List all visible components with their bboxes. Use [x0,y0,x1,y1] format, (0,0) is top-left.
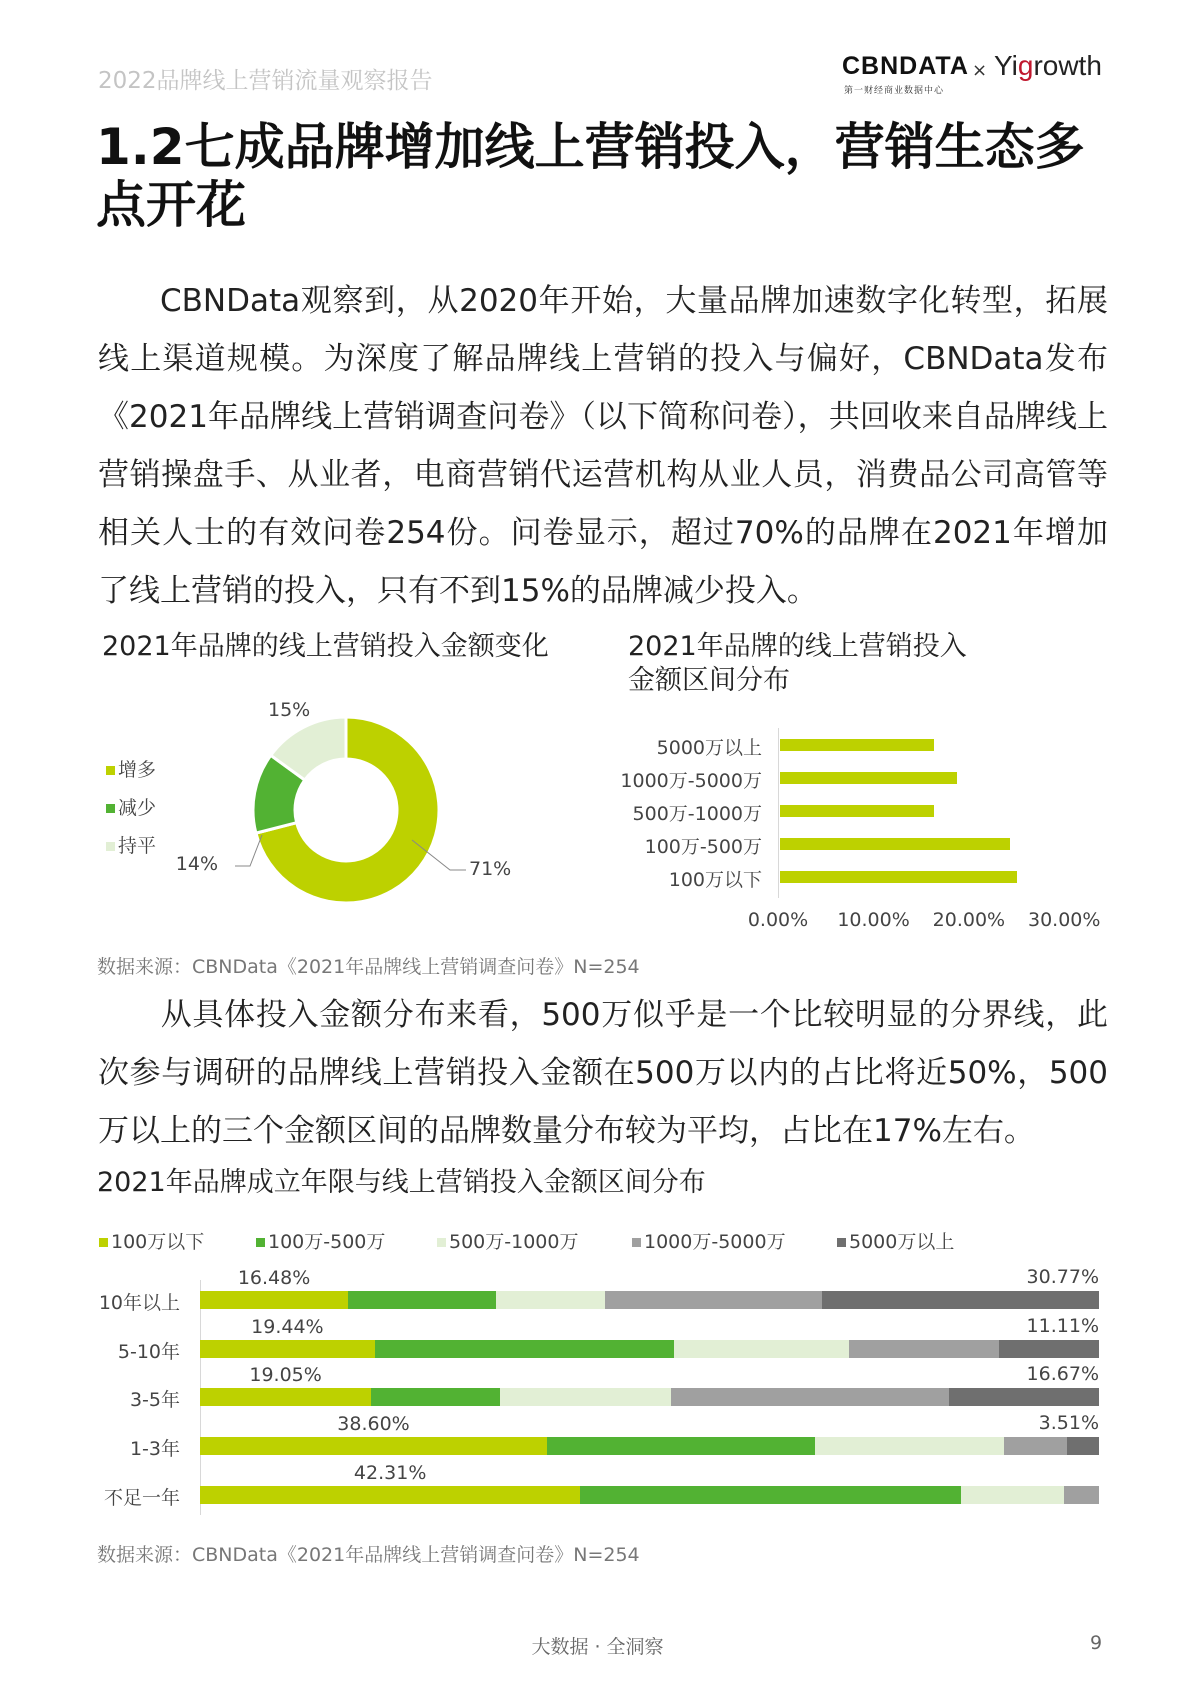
stacked-data-label: 42.31% [353,1461,427,1484]
stacked-row-label: 不足一年 [103,1486,180,1509]
bar-category-label: 100万-500万 [644,836,762,858]
bar [780,838,1010,850]
stacked-segment [375,1340,675,1358]
stacked-segment [671,1388,949,1406]
legend-label: 持平 [118,835,157,857]
stacked-row-label: 10年以上 [98,1292,180,1314]
yigrowth-logo-g: g [1017,50,1034,81]
brand-logo [842,52,1112,102]
bar-category-label: 5000万以上 [656,737,762,759]
stacked-data-label: 19.05% [249,1364,322,1387]
stacked-segment [348,1291,496,1309]
bar [780,805,934,817]
stacked-data-label: 30.77% [1026,1266,1099,1288]
stacked-segment [1067,1437,1099,1455]
bar-category-label: 100万以下 [668,869,762,891]
stacked-segment [547,1437,815,1455]
legend-label: 增多 [118,759,157,781]
legend-item [106,793,156,820]
stacked-row-label: 5-10年 [117,1340,180,1363]
bar-category-label: 1000万-5000万 [620,770,762,792]
stacked-segment [815,1437,1004,1455]
legend-swatch [106,842,115,851]
bar [780,772,957,784]
legend-label: 100万-500万 [268,1231,386,1253]
legend-item [106,831,156,858]
stacked-legend-item [837,1227,954,1254]
stacked-data-label: 16.48% [237,1267,311,1289]
stacked-segment [496,1291,605,1309]
legend-swatch [99,1238,108,1247]
page-number: 9 [1090,1632,1103,1654]
stacked-segment [849,1340,999,1358]
stacked-legend-item [437,1227,578,1254]
legend-item [106,755,156,782]
stacked-segment [961,1486,1065,1504]
footer-slogan: 大数据 · 全洞察 [531,1636,664,1658]
legend-label: 减少 [118,797,157,819]
stacked-segment [999,1340,1099,1358]
legend-label: 5000万以上 [849,1231,955,1253]
stacked-legend-item [256,1227,385,1254]
donut-data-label: 71% [469,858,512,880]
stacked-segment [674,1340,849,1358]
paragraph-1-text: CBNData观察到，从2020年开始，大量品牌加速数字化转型，拓展线上渠道规模。为深度了解品牌线上营销的投入与偏好，CBNData发布《2021年品牌线上营销调查问卷》（以下简称问卷），共回收来自品牌线上营销操盘手、从业者，电商营销代运营机构从业人员，消费品公司高管等相关人士的有效问卷254份。问卷显示，超过70%的品牌在2021年增加了线上营销的投入，只有不到15%的品牌减少投入。 [98,283,1108,609]
bar [780,739,934,751]
legend-swatch [437,1238,446,1247]
donut-data-label: 15% [268,699,311,721]
stacked-segment [200,1340,375,1358]
legend-swatch [632,1238,641,1247]
stacked-segment [605,1291,822,1309]
stacked-data-label: 19.44% [251,1315,324,1338]
logo-separator: × [972,60,988,81]
report-header-title: 2022品牌线上营销流量观察报告 [98,68,433,94]
donut-chart-title: 2021年品牌的线上营销投入金额变化 [102,631,549,662]
bar-tick-label: 20.00% [932,909,1006,931]
bar-tick-label: 10.00% [837,909,910,931]
stacked-data-label: 38.60% [337,1413,410,1436]
stacked-segment [1004,1437,1067,1455]
bar-category-label: 500万-1000万 [632,803,762,825]
donut-chart [90,690,570,920]
bar [780,871,1017,883]
stacked-segment [1064,1486,1099,1504]
section-title: 1.2七成品牌增加线上营销投入，营销生态多点开花 [96,118,1085,234]
stacked-segment [200,1388,371,1406]
stacked-segment [200,1486,580,1504]
yigrowth-logo-a: Yi [994,50,1018,81]
legend-swatch [256,1238,265,1247]
legend-swatch [837,1238,846,1247]
stacked-segment [200,1291,348,1309]
donut-data-label: 14% [175,853,218,875]
stacked-row-label: 3-5年 [129,1389,180,1412]
yigrowth-logo [994,50,1102,82]
stacked-segment [200,1437,547,1455]
data-source-2: 数据来源：CBNData《2021年品牌线上营销调查问卷》N=254 [97,1544,640,1566]
paragraph-2 [98,986,1108,1160]
stacked-row-label: 1-3年 [129,1438,180,1461]
stacked-segment [580,1486,960,1504]
legend-label: 1000万-5000万 [644,1231,786,1253]
stacked-legend-item [99,1227,204,1254]
bar-tick-label: 30.00% [1028,909,1101,931]
cbndata-logo: CBNDATA [842,52,969,80]
bar-chart-title-line-2: 金额区间分布 [628,665,790,696]
bar-chart-title [628,630,967,698]
bar-chart-axis [778,728,779,898]
stacked-data-label: 11.11% [1026,1314,1099,1337]
stacked-chart-title: 2021年品牌成立年限与线上营销投入金额区间分布 [97,1167,706,1198]
paragraph-1 [98,272,1108,620]
stacked-segment [371,1388,499,1406]
stacked-segment [500,1388,671,1406]
data-source-1: 数据来源：CBNData《2021年品牌线上营销调查问卷》N=254 [97,956,640,978]
stacked-segment [822,1291,1099,1309]
bar-tick-label: 0.00% [747,909,809,931]
cbndata-logo-subtitle: 第一财经商业数据中心 [844,86,945,96]
stacked-segment [949,1388,1099,1406]
paragraph-2-text: 从具体投入金额分布来看，500万似乎是一个比较明显的分界线，此次参与调研的品牌线上营销投入金额在500万以内的占比将近50%，500万以上的三个金额区间的品牌数量分布较为平均，占比在17%左右。 [98,997,1108,1149]
stacked-data-label: 3.51% [1038,1412,1099,1435]
yigrowth-logo-c: rowth [1033,50,1102,81]
bar-chart-title-line-1: 2021年品牌的线上营销投入 [628,631,967,662]
legend-swatch [106,766,115,775]
legend-label: 500万-1000万 [449,1231,579,1253]
stacked-legend-item [632,1227,786,1254]
legend-swatch [106,804,115,813]
stacked-data-label: 16.67% [1026,1363,1099,1386]
legend-label: 100万以下 [111,1231,205,1253]
